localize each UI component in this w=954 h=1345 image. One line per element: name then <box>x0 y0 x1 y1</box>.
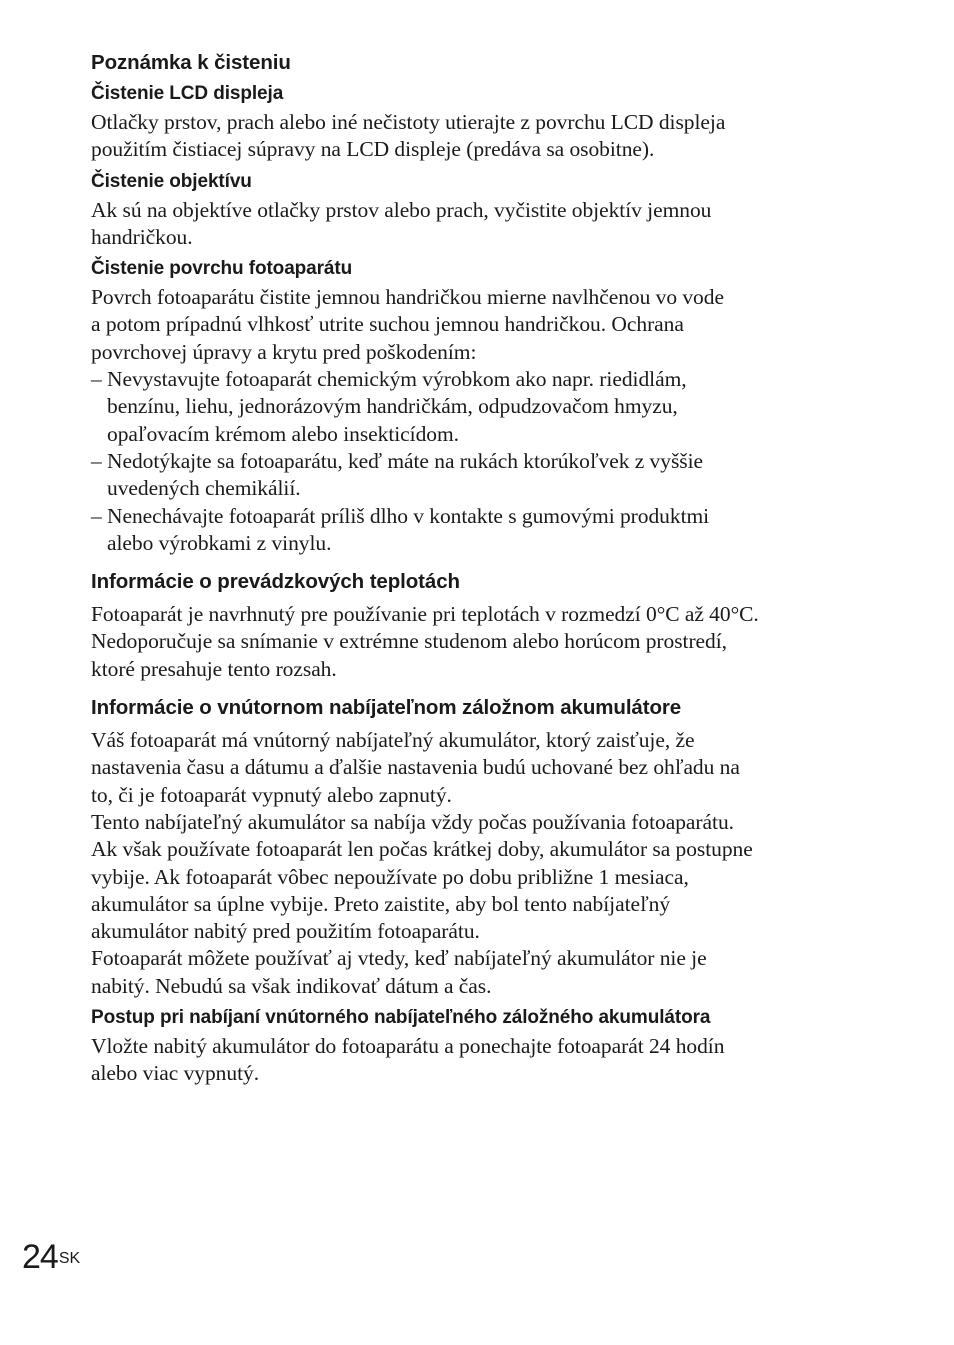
text-line: Ak sú na objektíve otlačky prstov alebo prach, vyčistite objektív jemnou <box>91 197 712 222</box>
text-line: akumulátor sa úplne vybije. Preto zaistite, aby bol tento nabíjateľný <box>91 891 671 916</box>
language-code: SK <box>58 1250 81 1267</box>
text-line: uvedených chemikálií. <box>107 476 301 501</box>
text-line: Otlačky prstov, prach alebo iné nečistoty utierajte z povrchu LCD displeja <box>91 110 726 134</box>
text-line: Váš fotoaparát má vnútorný nabíjateľný akumulátor, ktorý zaisťuje, že <box>91 728 695 753</box>
paragraph-battery-1 <box>91 727 851 809</box>
text-line: vybije. Ak fotoaparát vôbec nepoužívate po dobu približne 1 mesiaca, <box>91 864 689 889</box>
page-content <box>91 50 851 1088</box>
paragraph-lcd-cleaning <box>91 109 851 164</box>
bullet-item <box>91 503 851 558</box>
text-line: Povrch fotoaparátu čistite jemnou handričkou mierne navlhčenou vo vode <box>91 285 724 310</box>
paragraph-surface-cleaning <box>91 284 851 366</box>
text-line: nastavenia času a dátumu a ďalšie nastavenia budú uchované bez ohľadu na <box>91 755 740 780</box>
subheading-lens-cleaning: Čistenie objektívu <box>91 170 252 192</box>
text-line: Nenechávajte fotoaparát príliš dlho v kontakte s gumovými produktmi <box>107 503 710 528</box>
text-line: nabitý. Nebudú sa však indikovať dátum a čas. <box>91 973 492 998</box>
paragraph-temperature <box>91 601 851 683</box>
paragraph-battery-2 <box>91 809 851 945</box>
text-line: Nedoporučuje sa snímanie v extrémne studenom alebo horúcom prostredí, <box>91 629 727 654</box>
bullet-dash: – <box>91 503 102 528</box>
text-line: Tento nabíjateľný akumulátor sa nabíja vždy počas používania fotoaparátu. <box>91 809 734 834</box>
text-line: alebo výrobkami z vinylu. <box>107 530 332 555</box>
page-number <box>22 1237 80 1277</box>
text-line: a potom prípadnú vlhkosť utrite suchou jemnou handričkou. Ochrana <box>91 312 684 337</box>
text-line: handričkou. <box>91 224 193 249</box>
text-line: ktoré presahuje tento rozsah. <box>91 656 337 681</box>
bullet-item <box>91 366 851 448</box>
text-line: Fotoaparát môžete používať aj vtedy, keď nabíjateľný akumulátor nie je <box>91 946 707 971</box>
text-line: Nevystavujte fotoaparát chemickým výrobkom ako napr. riedidlám, <box>107 367 687 392</box>
text-line: Nedotýkajte sa fotoaparátu, keď máte na rukách ktorúkoľvek z vyššie <box>107 448 703 473</box>
text-line: použitím čistiacej súpravy na LCD displeje (predáva sa osobitne). <box>91 137 655 162</box>
bullet-dash: – <box>91 448 102 473</box>
subheading-surface-cleaning: Čistenie povrchu fotoaparátu <box>91 258 353 280</box>
subheading-battery-charging: Postup pri nabíjaní vnútorného nabíjateľného záložného akumulátora <box>91 1007 711 1029</box>
section-heading-cleaning: Poznámka k čisteniu <box>91 51 291 74</box>
bullet-item <box>91 448 851 503</box>
text-line: opaľovacím krémom alebo insekticídom. <box>107 421 459 446</box>
section-heading-temperature: Informácie o prevádzkových teplotách <box>91 570 460 594</box>
page-number-value: 24 <box>22 1238 58 1276</box>
text-line: akumulátor nabitý pred použitím fotoaparátu. <box>91 919 480 944</box>
text-line: Vložte nabitý akumulátor do fotoaparátu a ponechajte fotoaparát 24 hodín <box>91 1034 725 1059</box>
text-line: Ak však používate fotoaparát len počas krátkej doby, akumulátor sa postupne <box>91 837 753 862</box>
paragraph-lens-cleaning <box>91 197 851 252</box>
text-line: povrchovej úpravy a krytu pred poškodením: <box>91 339 477 364</box>
text-line: to, či je fotoaparát vypnutý alebo zapnutý. <box>91 782 452 807</box>
text-line: benzínu, liehu, jednorázovým handričkám, odpudzovačom hmyzu, <box>107 394 678 419</box>
bullet-dash: – <box>91 367 102 392</box>
text-line: Fotoaparát je navrhnutý pre používanie pri teplotách v rozmedzí 0°C až 40°C. <box>91 602 759 627</box>
paragraph-battery-charging <box>91 1033 851 1088</box>
paragraph-battery-3 <box>91 945 851 1000</box>
subheading-lcd-cleaning: Čistenie LCD displeja <box>91 83 284 104</box>
text-line: alebo viac vypnutý. <box>91 1061 260 1086</box>
section-heading-battery: Informácie o vnútornom nabíjateľnom záložnom akumulátore <box>91 696 682 720</box>
